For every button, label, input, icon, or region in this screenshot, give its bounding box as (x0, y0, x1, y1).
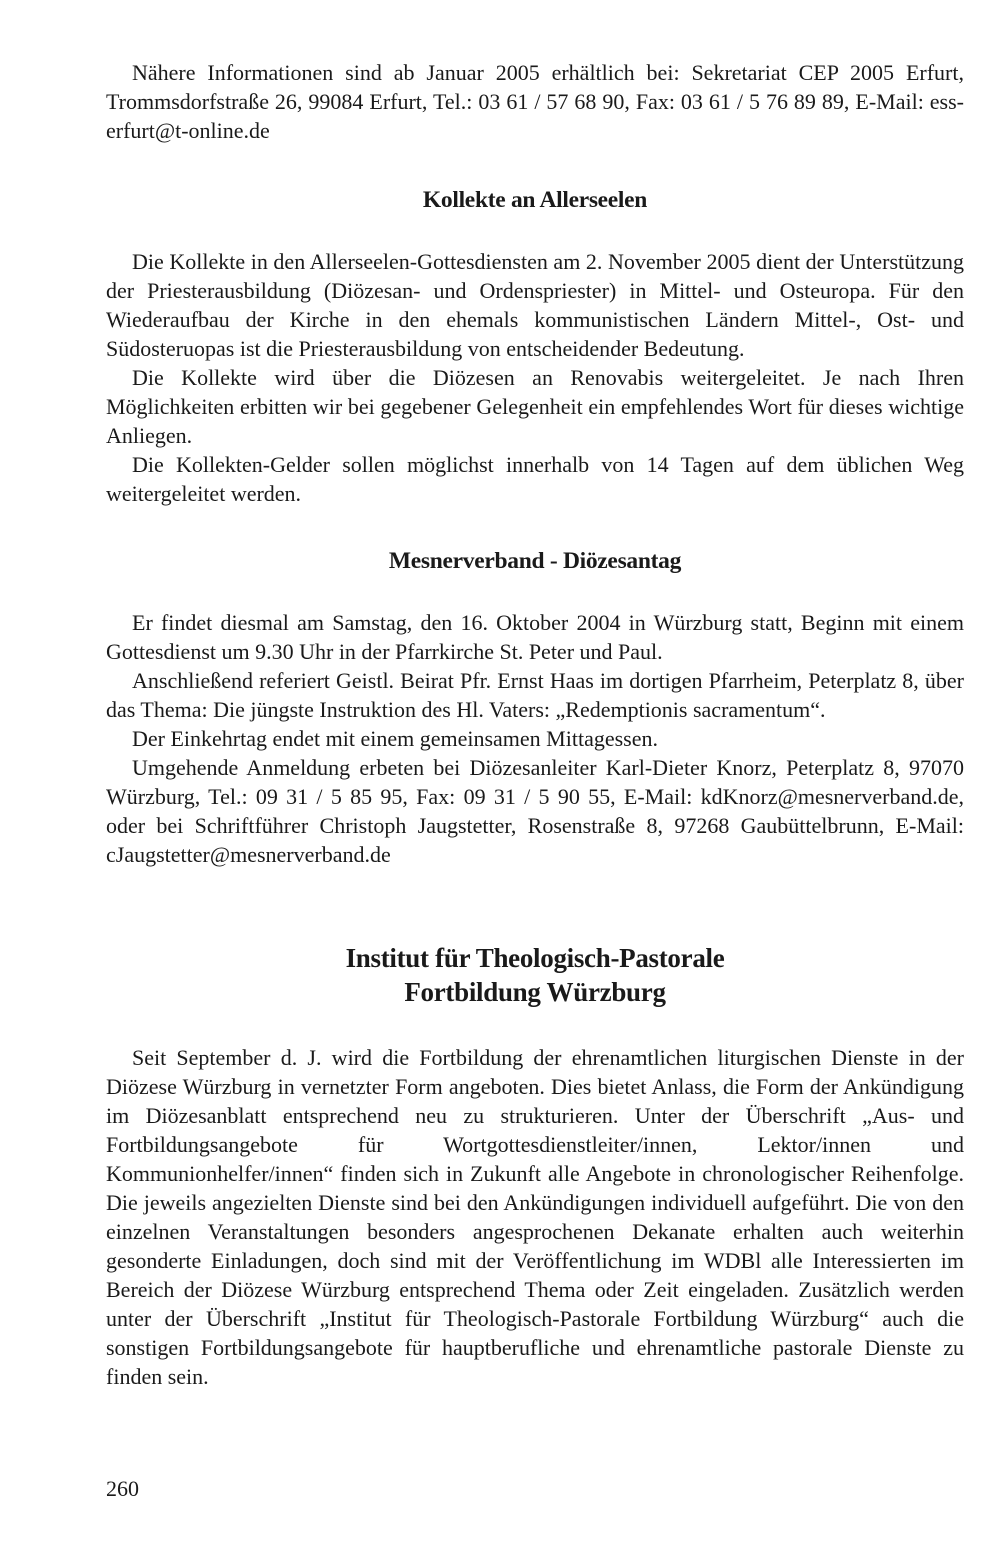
kollekte-section (106, 185, 964, 508)
institut-heading (106, 941, 964, 1009)
mesner-paragraph-4: Umgehende Anmeldung erbeten bei Diözesanleiter Karl-Dieter Knorz, Peterplatz 8, 97070 Würzburg, Tel.: 09 31 / 5 85 95, Fax: 09 31 / 5 90 55, E-Mail: kdKnorz@mesnerverband.de, oder bei Schriftführer Christoph Jaugstetter, Rosenstraße 8, 97268 Gaubüttelbrunn, E-Mail: cJaugstetter@mesnerverband.de (106, 755, 964, 867)
page-number: 260 (106, 1476, 139, 1501)
kollekte-paragraph-2: Die Kollekte wird über die Diözesen an Renovabis weitergeleitet. Je nach Ihren Möglichkeiten erbitten wir bei gegebener Gelegenheit ein empfehlendes Wort für dieses wichtige Anliegen. (106, 365, 964, 448)
kollekte-heading: Kollekte an Allerseelen (422, 187, 648, 213)
kollekte-paragraph-1: Die Kollekte in den Allerseelen-Gottesdiensten am 2. November 2005 dient der Unterstützung der Priesterausbildung (Diözesan- und Ordenspriester) in Mittel- und Osteuropa. Für den Wiederaufbau der Kirche in den ehemals kommunistischen Ländern Mittel-, Ost- und Südosteruopas ist die Priesterausbildung von entscheidender Bedeutung. (106, 249, 964, 361)
institut-heading-line-2: Fortbildung Würzburg (404, 977, 666, 1007)
mesner-paragraph-2: Anschließend referiert Geistl. Beirat Pfr. Ernst Haas im dortigen Pfarrheim, Peterplatz 8, über das Thema: Die jüngste Instruktion des Hl. Vaters: „Redemptionis sacramentum“. (106, 668, 964, 722)
mesner-paragraph-3: Der Einkehrtag endet mit einem gemeinsamen Mittagessen. (132, 726, 659, 751)
mesner-heading: Mesnerverband - Diözesantag (388, 548, 682, 574)
kollekte-paragraph-3: Die Kollekten-Gelder sollen möglichst innerhalb von 14 Tagen auf dem üblichen Weg weitergeleitet werden. (106, 452, 964, 506)
intro-paragraph: Nähere Informationen sind ab Januar 2005 erhältlich bei: Sekretariat CEP 2005 Erfurt, Trommsdorfstraße 26, 99084 Erfurt, Tel.: 03 61 / 57 68 90, Fax: 03 61 / 5 76 89 89, E-Mail: ess-erfurt@t-online.de (106, 60, 964, 143)
mesner-section (106, 546, 964, 869)
mesner-paragraph-1: Er findet diesmal am Samstag, den 16. Oktober 2004 in Würzburg statt, Beginn mit einem Gottesdienst um 9.30 Uhr in der Pfarrkirche St. Peter und Paul. (106, 610, 964, 664)
institut-section (106, 941, 964, 1391)
institut-heading-line-1: Institut für Theologisch-Pastorale (345, 943, 725, 973)
institut-paragraph: Seit September d. J. wird die Fortbildung der ehrenamtlichen liturgischen Dienste in der Diözese Würzburg in vernetzter Form angeboten. Dies bietet Anlass, die Form der Ankündigung im Diözesanblatt entsprechend neu zu strukturieren. Unter der Überschrift „Aus- und Fortbildungsangebote für Wortgottesdienstleiter/innen, Lektor/innen und Kommunionhelfer/innen“ finden sich in Zukunft alle Angebote in chronologischer Reihenfolge. Die jeweils angezielten Dienste sind bei den Ankündigungen individuell aufgeführt. Die von den einzelnen Veranstaltungen besonders angesprochenen Dekanate erhalten auch weiterhin gesonderte Einladungen, doch sind mit der Veröffentlichung im WDBl alle Interessierten im Bereich der Diözese Würzburg entsprechend Thema oder Zeit eingeladen. Zusätzlich werden unter der Überschrift „Institut für Theologisch-Pastorale Fortbildung Würzburg“ auch die sonstigen Fortbildungsangebote für hauptberufliche und ehrenamtliche pastorale Dienste zu finden sein. (106, 1045, 964, 1389)
intro-section (106, 58, 964, 145)
document-page (106, 58, 964, 1391)
